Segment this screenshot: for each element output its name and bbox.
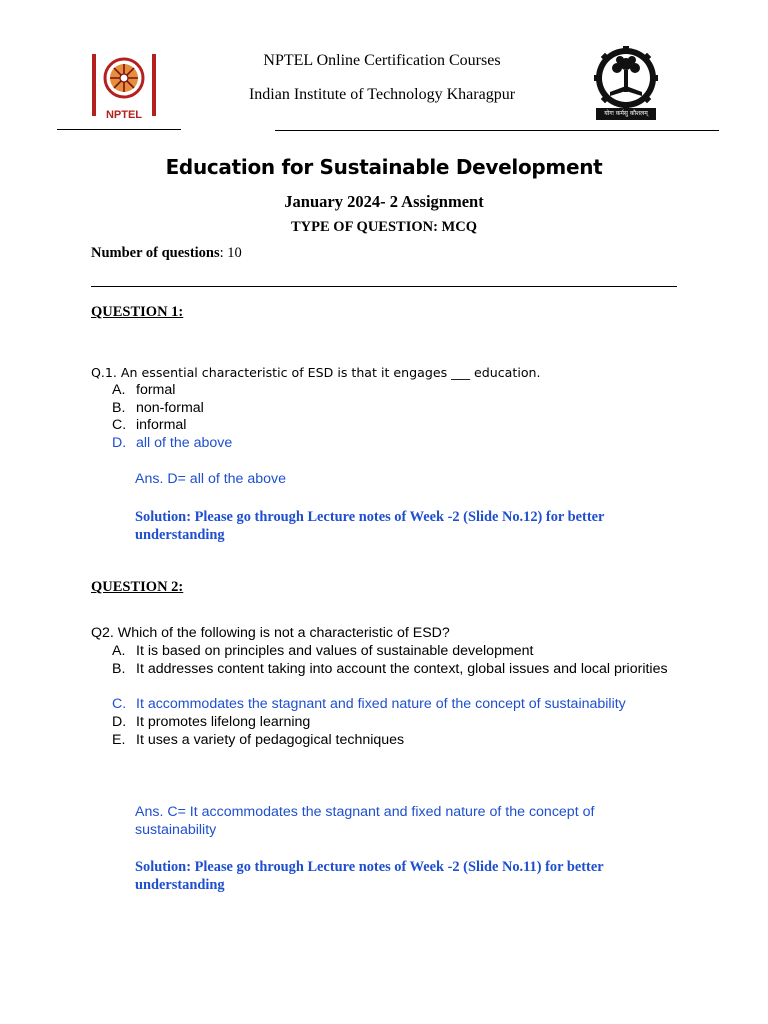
q2-option-e: E. It uses a variety of pedagogical techniques [112, 732, 405, 748]
q2-option-a: A. It is based on principles and values of sustainable development [112, 643, 534, 659]
header-line-1: NPTEL Online Certification Courses [263, 52, 501, 69]
document-title: Education for Sustainable Development [165, 155, 603, 179]
question-2-text: Q2. Which of the following is not a characteristic of ESD? [91, 625, 450, 641]
q2-solution: Solution: Please go through Lecture notes of Week -2 (Slide No.11) for better understanding [135, 859, 604, 893]
question-1-heading: QUESTION 1: [91, 304, 184, 320]
num-questions-value: : 10 [219, 245, 242, 261]
q2-option-b: B. It addresses content taking into account the context, global issues and local priorities [112, 661, 668, 677]
q1-option-d-correct: D. all of the above [112, 435, 233, 451]
number-of-questions [91, 245, 242, 262]
header-line-2: Indian Institute of Technology Kharagpur [248, 86, 516, 103]
motto-text: योगः कर्मसु कौशलम् [604, 110, 648, 117]
q1-option-c: C. informal [112, 417, 187, 433]
question-2-heading: QUESTION 2: [91, 579, 184, 595]
q1-option-b: B. non-formal [112, 400, 204, 416]
header-rule-right [275, 130, 719, 131]
question-type: TYPE OF QUESTION: MCQ [291, 219, 477, 235]
iit-kharagpur-logo [590, 46, 662, 122]
q1-answer: Ans. D= all of the above [135, 471, 287, 487]
svg-text:NPTEL: NPTEL [105, 109, 143, 121]
nptel-logo [90, 52, 158, 122]
q1-solution: Solution: Please go through Lecture notes of Week -2 (Slide No.12) for better understanding [135, 509, 605, 543]
assignment-label: January 2024- 2 Assignment [284, 192, 484, 211]
q2-option-c-correct: C. It accommodates the stagnant and fixed nature of the concept of sustainability [112, 696, 626, 712]
section-rule [91, 286, 677, 287]
q1-option-a: A. formal [112, 382, 176, 398]
num-questions-label: Number of questions [91, 245, 220, 261]
question-1-text: Q.1. An essential characteristic of ESD is that it engages ___ education. [91, 365, 541, 380]
q2-option-d: D. It promotes lifelong learning [112, 714, 311, 730]
q2-answer: Ans. C= It accommodates the stagnant and fixed nature of the concept of sustainability [135, 804, 595, 838]
header-rule-left [57, 129, 181, 130]
